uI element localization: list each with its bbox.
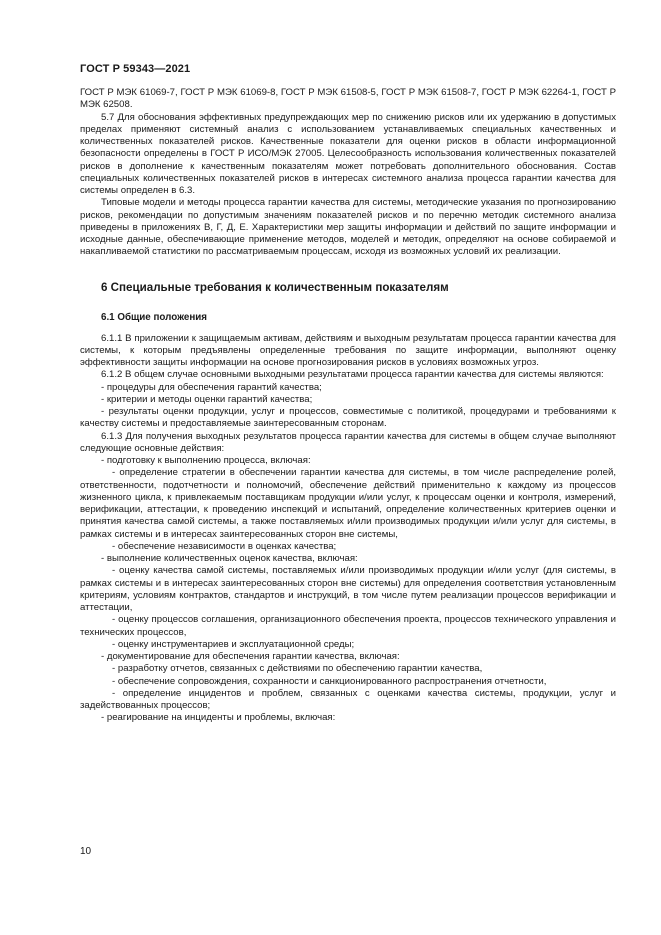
list-item: - выполнение количественных оценок качества, включая:: [101, 553, 358, 564]
paragraph-6-1-2: 6.1.2 В общем случае основными выходными результатами процесса гарантии качества для системы являются:: [101, 369, 604, 381]
paragraph-5-7: 5.7 Для обоснования эффективных предупреждающих мер по снижению рисков или их удержанию в допустимых пределах применяют системный анализ с использованием устанавливаемых специальных качественных и количественных показателей рисков. Качественные показатели для оценки рисков в области информационной безопасности определены в ГОСТ Р ИСО/МЭК 27005. Целесообразность использования количественных показателей рисков в дополнение к качественным показателям может потребовать дополнительного обоснования. Состав специальных количественных показателей рисков в интересах системного анализа процесса гарантии качества для системы определен в 6.3.: [80, 111, 616, 196]
list-item: - подготовку к выполнению процесса, включая:: [101, 455, 311, 466]
list-item: - результаты оценки продукции, услуг и процессов, совместимые с политикой, процедурами и требованиями к качеству системы и предоставляемые заинтересованным сторонам.: [80, 406, 616, 430]
document-body: [80, 87, 616, 725]
list-subitem: - определение инцидентов и проблем, связанных с оценками качества системы, продукции, услуг и задействованных процессов;: [80, 687, 616, 711]
list-item: - документирование для обеспечения гарантии качества, включая:: [101, 651, 400, 662]
list-subitem: - разработку отчетов, связанных с действиями по обеспечению гарантии качества,: [112, 663, 483, 675]
list-subitem: - оценку качества самой системы, поставляемых и/или производимых продукции и/или услуг (для системы, в рамках системы и в интересах заинтересованных сторон вне системы) для определения соответствия установленным критериям, условиям контрактов, стандартов и инструкций, в том числе путем реализации процессов верификации и аттестации,: [80, 565, 616, 613]
paragraph-typical-models: Типовые модели и методы процесса гарантии качества для системы, методические указания по прогнозированию рисков, рекомендации по допустимым значениям показателей рисков и по перечню методик системного анализа приведены в приложениях В, Г, Д, Е. Характеристики мер защиты информации и действий по защите информации и исходные данные, обеспечивающие применение методов, моделей и методик, определяют на основе собираемой и накапливаемой статистики по рассматриваемым процессам, исходя из возможных условий их реализации.: [80, 197, 616, 258]
list-item: - реагирование на инциденты и проблемы, включая:: [101, 712, 336, 724]
paragraph-standards-list: ГОСТ Р МЭК 61069-7, ГОСТ Р МЭК 61069-8, ГОСТ Р МЭК 61508-5, ГОСТ Р МЭК 61508-7, ГОСТ Р МЭК 62264-1, ГОСТ Р МЭК 62508.: [80, 87, 616, 111]
list-subitem: - оценку инструментариев и эксплуатационной среды;: [112, 638, 355, 650]
paragraph-6-1-1: 6.1.1 В приложении к защищаемым активам, действиям и выходным результатам процесса гарантии качества для системы, к которым предъявлены определенные требования по защите информации, выполняют оценку эффективности защиты информации на основе прогнозирования рисков в условиях возможных угроз.: [80, 332, 616, 368]
paragraph-6-1-3: 6.1.3 Для получения выходных результатов процесса гарантии качества для системы в общем случае выполняют следующие основные действия:: [80, 430, 616, 454]
list-subitem: - оценку процессов соглашения, организационного обеспечения проекта, процессов технического управления и технических процессов,: [80, 614, 616, 638]
list-item: - критерии и методы оценки гарантий качества;: [101, 393, 313, 405]
list-subitem: - обеспечение независимости в оценках качества;: [112, 540, 337, 552]
list-subitem: - определение стратегии в обеспечении гарантии качества для системы, в том числе распределение ролей, ответственности, подотчетности и полномочий, обеспечение действий применительно к каждому из процессов жизненного цикла, к привлекаемым поставщикам продукции и/или услуг, к процессам оценки и контроля, измерений, верификации, аттестации, к проведению инспекций и испытаний, определение количественных критериев оценки и принятия качества самой системы, а также поставляемых и/или производимых продукции и/или услуг для системы, в рамках системы и в интересах заинтересованных сторон вне системы,: [80, 467, 616, 540]
list-subitem: - обеспечение сопровождения, сохранности и санкционированного распространения отчетности,: [112, 675, 547, 687]
section-heading: 6 Специальные требования к количественным показателям: [101, 280, 449, 294]
list-item: - процедуры для обеспечения гарантий качества;: [101, 381, 322, 393]
page-number: 10: [80, 846, 92, 857]
subsection-heading: 6.1 Общие положения: [101, 311, 208, 323]
document-code-header: ГОСТ Р 59343—2021: [80, 63, 191, 75]
